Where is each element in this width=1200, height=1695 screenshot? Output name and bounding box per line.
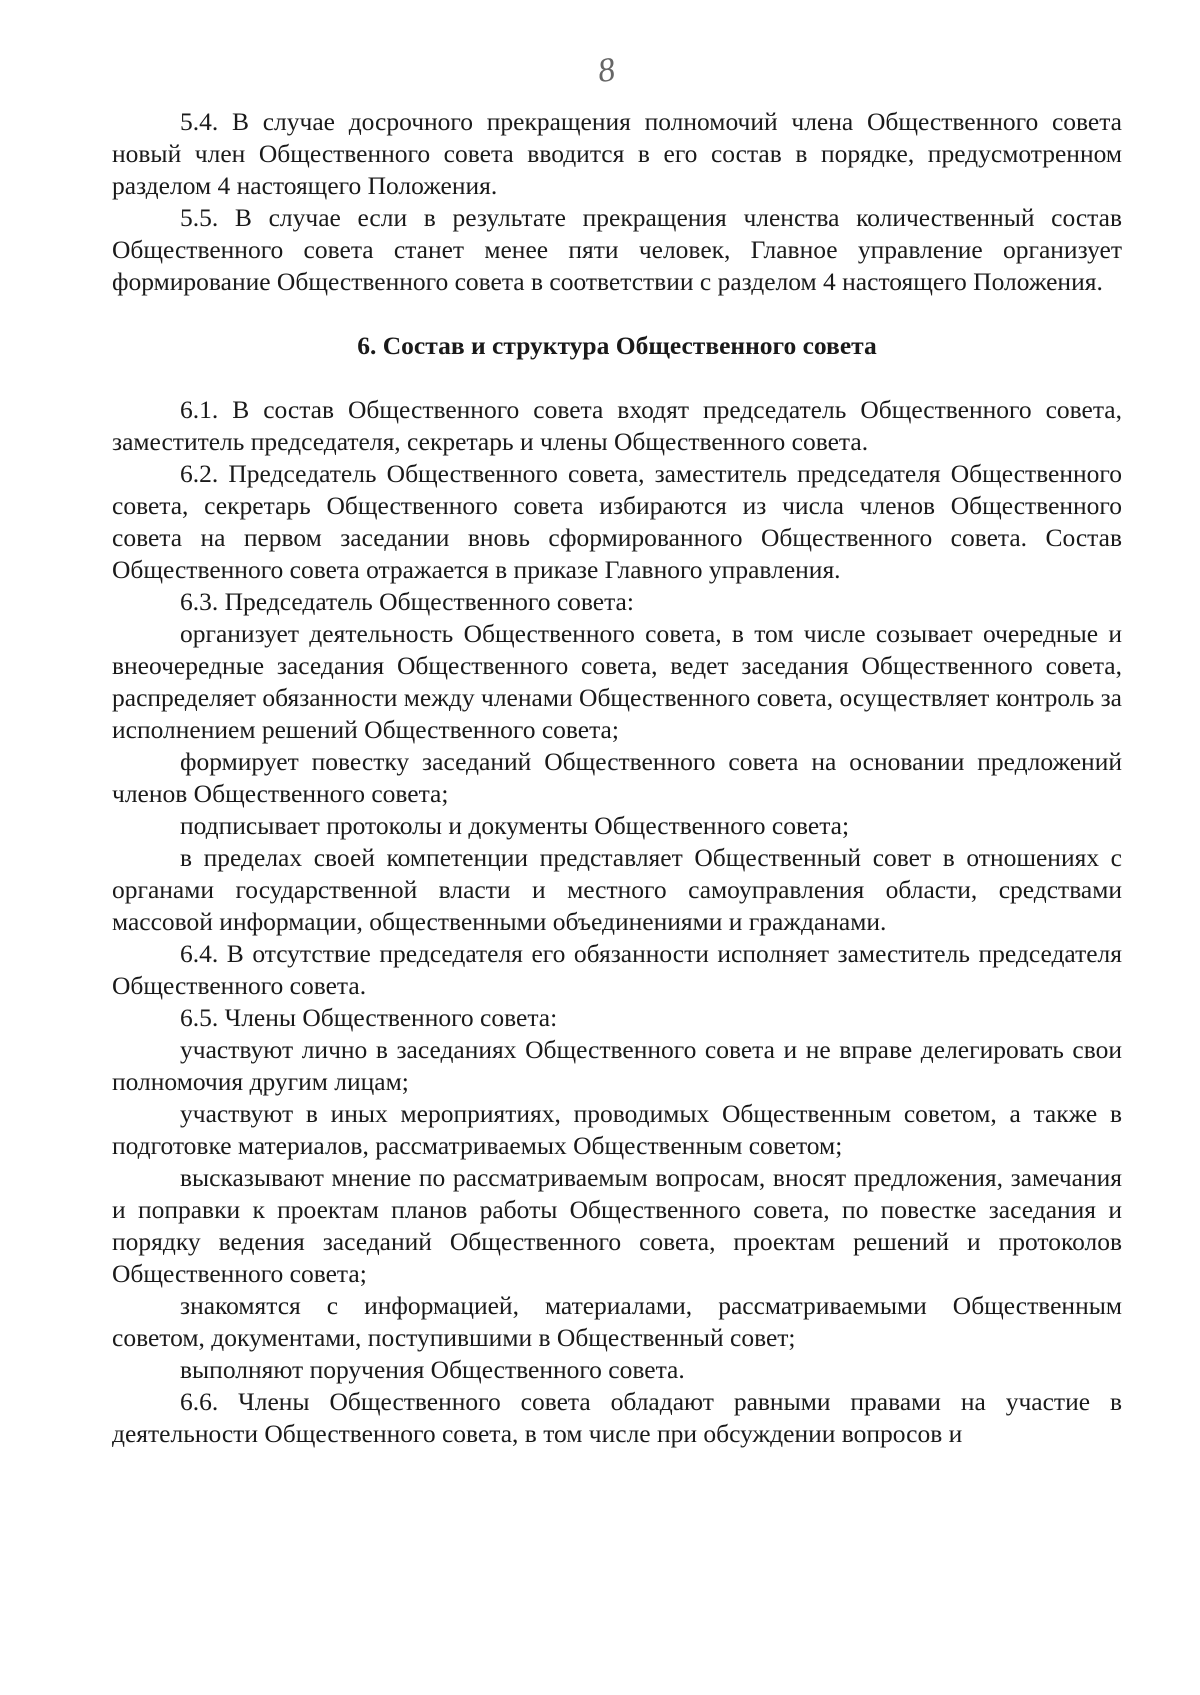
- paragraph-6-5: 6.5. Члены Общественного совета:: [180, 1003, 558, 1032]
- paragraph-6-5-item-5: выполняют поручения Общественного совета.: [180, 1355, 685, 1384]
- page-number: 8: [595, 51, 618, 91]
- paragraph-6-2: 6.2. Председатель Общественного совета, заместитель председателя Общественного совета, секретарь Общественного совета избираются из числа членов Общественного совета на первом заседании вновь сформированного Общественного совета. Состав Общественного совета отражается в приказе Главного управления.: [112, 459, 1122, 584]
- paragraph-6-3-item-3: подписывает протоколы и документы Общественного совета;: [180, 811, 850, 840]
- paragraph-6-5-item-4: знакомятся с информацией, материалами, рассматриваемыми Общественным советом, документами, поступившими в Общественный совет;: [112, 1291, 1122, 1352]
- section-heading: 6. Состав и структура Общественного совета: [357, 331, 877, 360]
- document-body: [112, 106, 1122, 1450]
- paragraph-6-5-item-2: участвуют в иных мероприятиях, проводимых Общественным советом, а также в подготовке материалов, рассматриваемых Общественным советом;: [112, 1099, 1122, 1160]
- paragraph-6-5-item-1: участвуют лично в заседаниях Общественного совета и не вправе делегировать свои полномочия другим лицам;: [112, 1035, 1122, 1096]
- paragraph-6-1: 6.1. В состав Общественного совета входят председатель Общественного совета, заместитель председателя, секретарь и члены Общественного совета.: [112, 395, 1122, 456]
- paragraph-5-4: 5.4. В случае досрочного прекращения полномочий члена Общественного совета новый член Общественного совета вводится в его состав в порядке, предусмотренном разделом 4 настоящего Положения.: [112, 107, 1122, 200]
- paragraph-6-3-item-2: формирует повестку заседаний Общественного совета на основании предложений членов Общественного совета;: [112, 747, 1122, 808]
- paragraph-6-3-item-1: организует деятельность Общественного совета, в том числе созывает очередные и внеочередные заседания Общественного совета, ведет заседания Общественного совета, распределяет обязанности между членами Общественного совета, осуществляет контроль за исполнением решений Общественного совета;: [112, 619, 1122, 744]
- paragraph-6-4: 6.4. В отсутствие председателя его обязанности исполняет заместитель председателя Общественного совета.: [112, 939, 1122, 1000]
- paragraph-6-5-item-3: высказывают мнение по рассматриваемым вопросам, вносят предложения, замечания и поправки к проектам планов работы Общественного совета, по повестке заседания и порядку ведения заседаний Общественного совета, проектам решений и протоколов Общественного совета;: [112, 1163, 1122, 1288]
- paragraph-6-3-item-4: в пределах своей компетенции представляет Общественный совет в отношениях с органами государственной власти и местного самоуправления области, средствами массовой информации, общественными объединениями и гражданами.: [112, 843, 1122, 936]
- paragraph-6-3: 6.3. Председатель Общественного совета:: [180, 587, 634, 616]
- paragraph-6-6: 6.6. Члены Общественного совета обладают равными правами на участие в деятельности Общественного совета, в том числе при обсуждении вопросов и: [112, 1387, 1122, 1448]
- paragraph-5-5: 5.5. В случае если в результате прекращения членства количественный состав Общественного совета станет менее пяти человек, Главное управление организует формирование Общественного совета в соответствии с разделом 4 настоящего Положения.: [112, 203, 1122, 296]
